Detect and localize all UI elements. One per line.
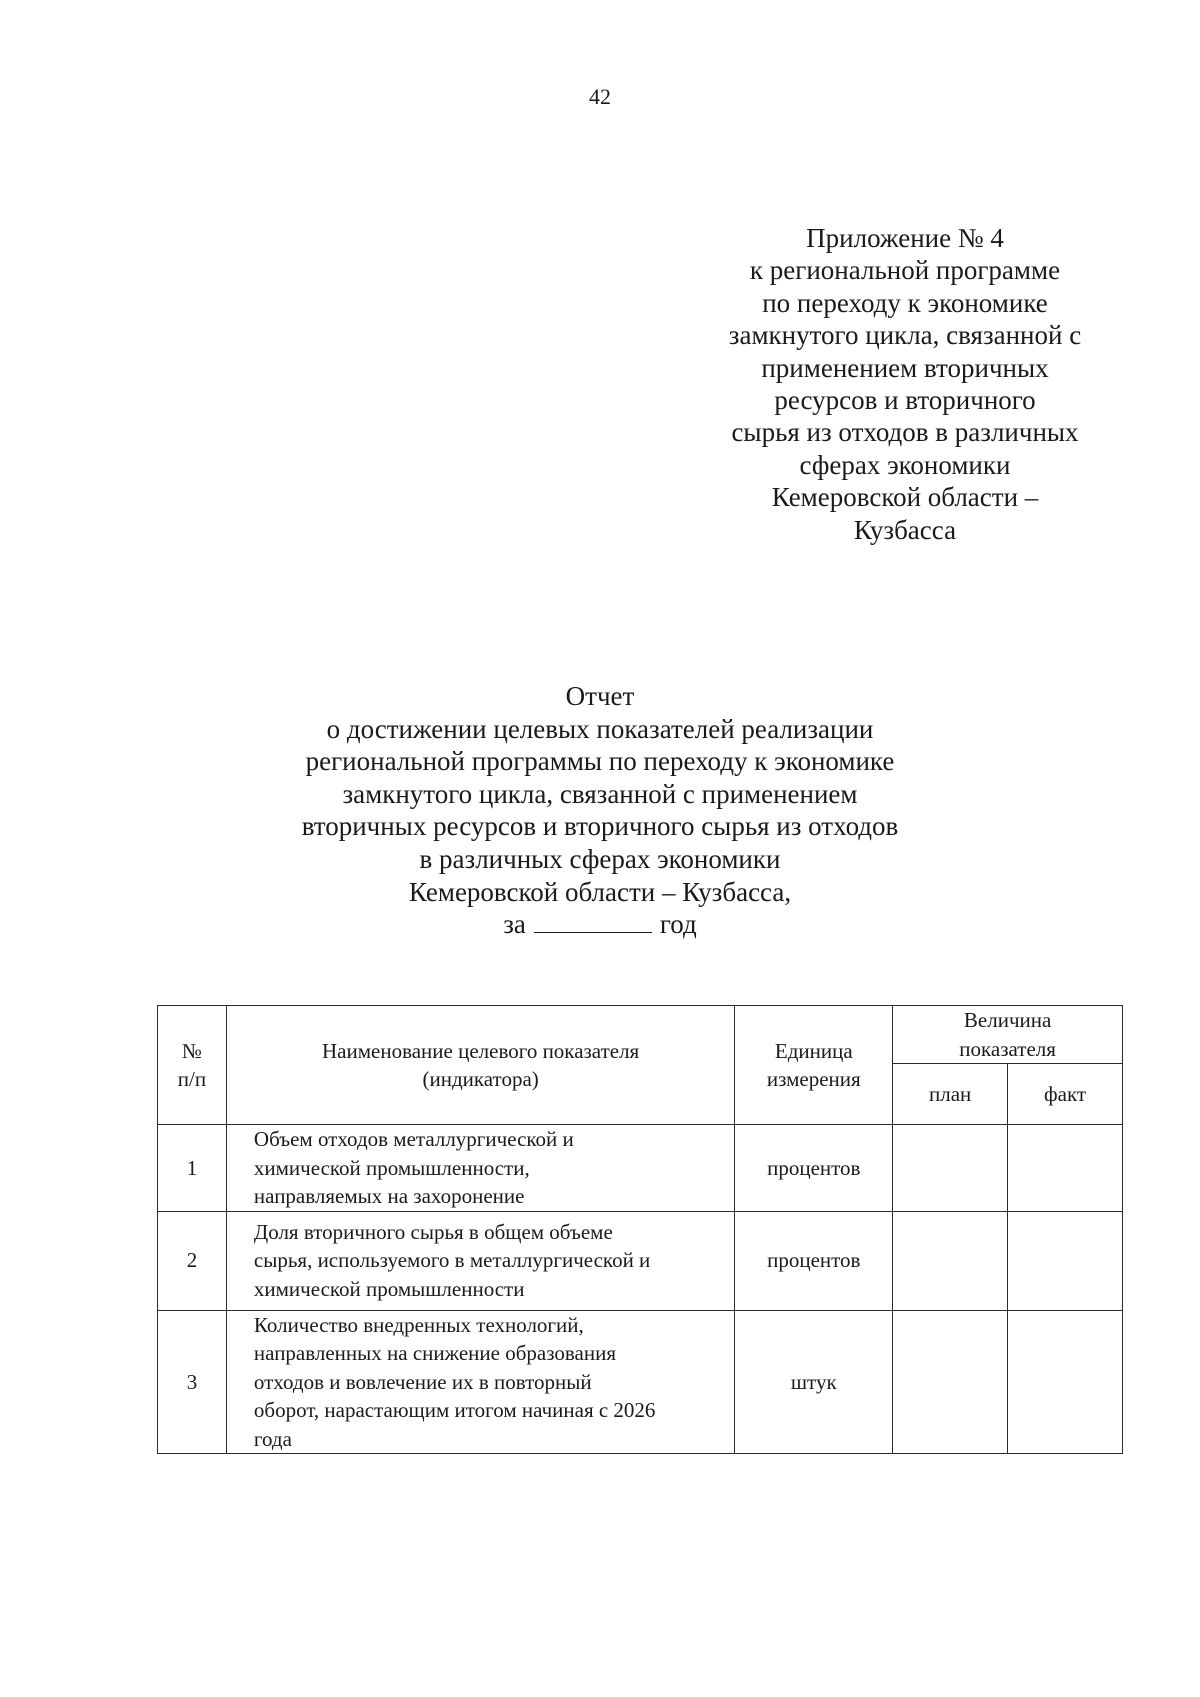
row-name-line: направляемых на захоронение xyxy=(253,1184,525,1208)
row-fact-cell[interactable] xyxy=(1008,1211,1123,1310)
row-unit: процентов xyxy=(735,1211,893,1310)
row-fact-cell[interactable] xyxy=(1008,1125,1123,1212)
page-number: 42 xyxy=(589,84,611,109)
table-row xyxy=(158,1125,1123,1212)
header-name-line: (индикатора) xyxy=(422,1067,539,1091)
header-value-line: Величина xyxy=(963,1008,1052,1032)
appendix-line: сферах экономики xyxy=(799,449,1011,480)
header-unit-line: измерения xyxy=(766,1067,861,1091)
row-number: 3 xyxy=(158,1310,227,1454)
report-title-line: вторичных ресурсов и вторичного сырья из отходов xyxy=(301,811,899,842)
row-name-line: Количество внедренных технологий, xyxy=(253,1312,584,1337)
header-plan: план xyxy=(893,1064,1008,1125)
row-name-line: химической промышленности xyxy=(253,1276,525,1301)
table-row xyxy=(158,1211,1123,1310)
row-unit: процентов xyxy=(735,1125,893,1212)
row-fact-cell[interactable] xyxy=(1008,1310,1123,1454)
report-title-line: замкнутого цикла, связанной с применением xyxy=(342,778,858,809)
appendix-line: сырья из отходов в различных xyxy=(731,417,1079,448)
appendix-line: к региональной программе xyxy=(749,255,1061,286)
report-title xyxy=(200,680,1000,941)
appendix-line: Кузбасса xyxy=(853,514,957,545)
row-indicator-name xyxy=(226,1211,734,1310)
row-number: 1 xyxy=(158,1125,227,1212)
header-value xyxy=(893,1006,1123,1064)
appendix-line: ресурсов и вторичного xyxy=(774,385,1036,416)
appendix-line: по переходу к экономике xyxy=(762,287,1048,318)
indicators-table xyxy=(157,1005,1123,1454)
report-title-line: Отчет xyxy=(565,681,635,711)
row-number: 2 xyxy=(158,1211,227,1310)
header-value-line: показателя xyxy=(959,1036,1056,1061)
row-name-line: Доля вторичного сырья в общем объеме xyxy=(253,1219,613,1244)
row-plan-cell[interactable] xyxy=(893,1310,1008,1454)
header-unit-line: Единица xyxy=(774,1038,853,1063)
header-number-line: № xyxy=(181,1038,202,1063)
header-name-line: Наименование целевого показателя xyxy=(322,1038,640,1063)
table-header-row xyxy=(158,1006,1123,1064)
header-number xyxy=(158,1006,227,1125)
period-prefix: за xyxy=(503,909,526,940)
appendix-reference xyxy=(700,222,1110,546)
table-row xyxy=(158,1310,1123,1454)
report-title-line: в различных сферах экономики xyxy=(419,843,781,874)
report-title-line: региональной программы по переходу к экономике xyxy=(305,746,895,777)
row-name-line: направленных на снижение образования xyxy=(253,1341,617,1365)
row-name-line: года xyxy=(253,1426,292,1451)
report-title-line: Кемеровской области – Кузбасса, xyxy=(408,876,792,907)
period-suffix: год xyxy=(659,909,697,940)
header-fact: факт xyxy=(1008,1064,1123,1125)
row-name-line: Объем отходов металлургической и xyxy=(253,1127,574,1151)
header-indicator-name xyxy=(226,1006,734,1125)
row-unit: штук xyxy=(735,1310,893,1454)
row-name-line: оборот, нарастающим итогом начиная с 2026 xyxy=(253,1398,656,1422)
report-title-line: о достижении целевых показателей реализации xyxy=(326,713,874,744)
year-blank-field[interactable] xyxy=(534,908,652,933)
row-indicator-name xyxy=(226,1125,734,1212)
appendix-line: замкнутого цикла, связанной с xyxy=(728,320,1082,351)
appendix-line: Приложение № 4 xyxy=(806,223,1004,253)
appendix-line: применением вторичных xyxy=(761,352,1049,383)
row-name-line: сырья, используемого в металлургической и xyxy=(253,1248,651,1273)
row-plan-cell[interactable] xyxy=(893,1211,1008,1310)
header-unit xyxy=(735,1006,893,1125)
row-indicator-name xyxy=(226,1310,734,1454)
row-name-line: химической промышленности, xyxy=(253,1155,530,1180)
report-period-line xyxy=(200,908,1000,941)
row-plan-cell[interactable] xyxy=(893,1125,1008,1212)
row-name-line: отходов и вовлечение их в повторный xyxy=(253,1369,592,1394)
appendix-line: Кемеровской области – xyxy=(771,482,1039,513)
header-number-line: п/п xyxy=(177,1067,207,1091)
